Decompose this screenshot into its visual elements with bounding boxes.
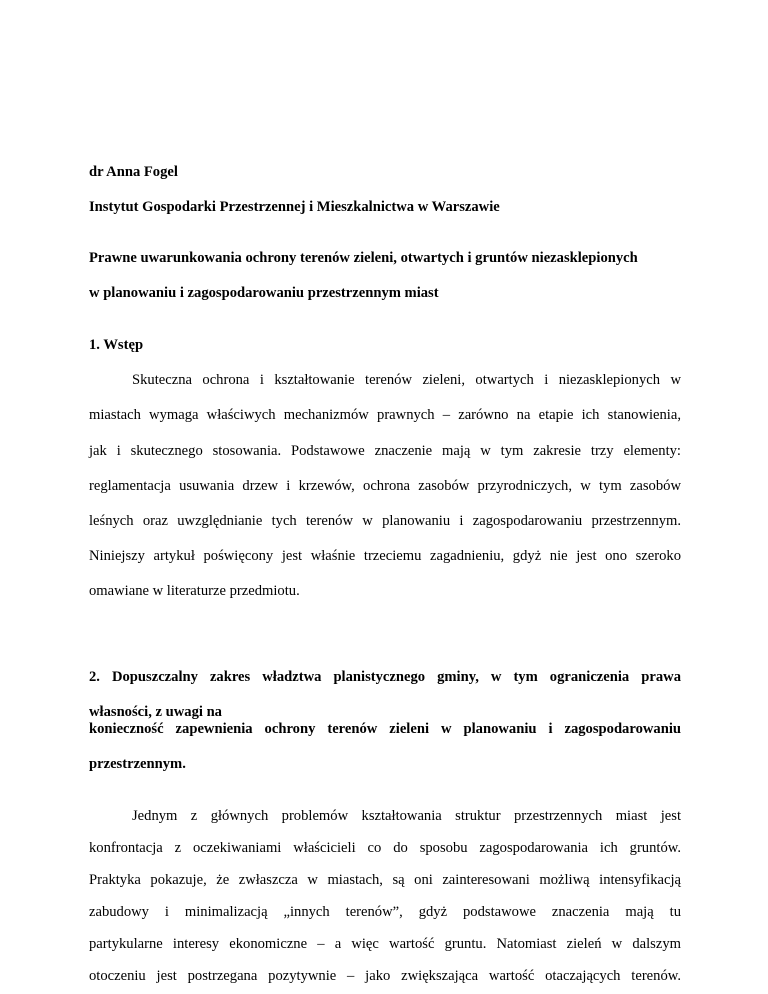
- section-1-line: jak i skutecznego stosowania. Podstawowe znaczenie mają w tym zakresie trzy elementy:: [89, 443, 681, 459]
- section-2-heading-line: 2. Dopuszczalny zakres władztwa planistycznego gminy, w tym ograniczenia prawa: [89, 669, 681, 685]
- section-2-line: zabudowy i minimalizacją „innych terenów”, gdyż podstawowe znaczenia mają tu: [89, 904, 681, 920]
- author-name: dr Anna Fogel: [89, 164, 178, 180]
- section-2-heading-line: własności, z uwagi na: [89, 704, 222, 720]
- section-2-heading-line: przestrzennym.: [89, 756, 186, 772]
- document-title-line-2: w planowaniu i zagospodarowaniu przestrzennym miast: [89, 285, 439, 301]
- section-1-heading: 1. Wstęp: [89, 337, 144, 353]
- section-1-line: Niniejszy artykuł poświęcony jest właśnie trzeciemu zagadnieniu, gdyż nie jest ono szeroko: [89, 548, 681, 564]
- section-2-line: partykularne interesy ekonomiczne – a więc wartość gruntu. Natomiast zieleń w dalszym: [89, 936, 681, 952]
- section-1-line: omawiane w literaturze przedmiotu.: [89, 583, 300, 599]
- section-2-line: Jednym z głównych problemów kształtowania struktur przestrzennych miast jest: [132, 808, 681, 824]
- section-2-line: konfrontacja z oczekiwaniami właścicieli co do sposobu zagospodarowania ich gruntów.: [89, 840, 681, 856]
- institution-name: Instytut Gospodarki Przestrzennej i Mieszkalnictwa w Warszawie: [89, 199, 500, 215]
- section-2-line: otoczeniu jest postrzegana pozytywnie – jako zwiększająca wartość otaczających terenów.: [89, 968, 681, 984]
- section-1-line: reglamentacja usuwania drzew i krzewów, ochrona zasobów przyrodniczych, w tym zasobów: [89, 478, 681, 494]
- section-1-line: miastach wymaga właściwych mechanizmów prawnych – zarówno na etapie ich stanowienia,: [89, 407, 681, 423]
- section-2-line: Praktyka pokazuje, że zwłaszcza w miastach, są oni zainteresowani możliwą intensyfikacją: [89, 872, 681, 888]
- document-title-line-1: Prawne uwarunkowania ochrony terenów zieleni, otwartych i gruntów niezasklepionych: [89, 250, 638, 266]
- section-2-heading-line: konieczność zapewnienia ochrony terenów zieleni w planowaniu i zagospodarowaniu: [89, 721, 681, 737]
- section-1-line: Skuteczna ochrona i kształtowanie terenów zieleni, otwartych i niezasklepionych w: [132, 372, 681, 388]
- section-1-line: leśnych oraz uwzględnianie tych terenów w planowaniu i zagospodarowaniu przestrzennym.: [89, 513, 681, 529]
